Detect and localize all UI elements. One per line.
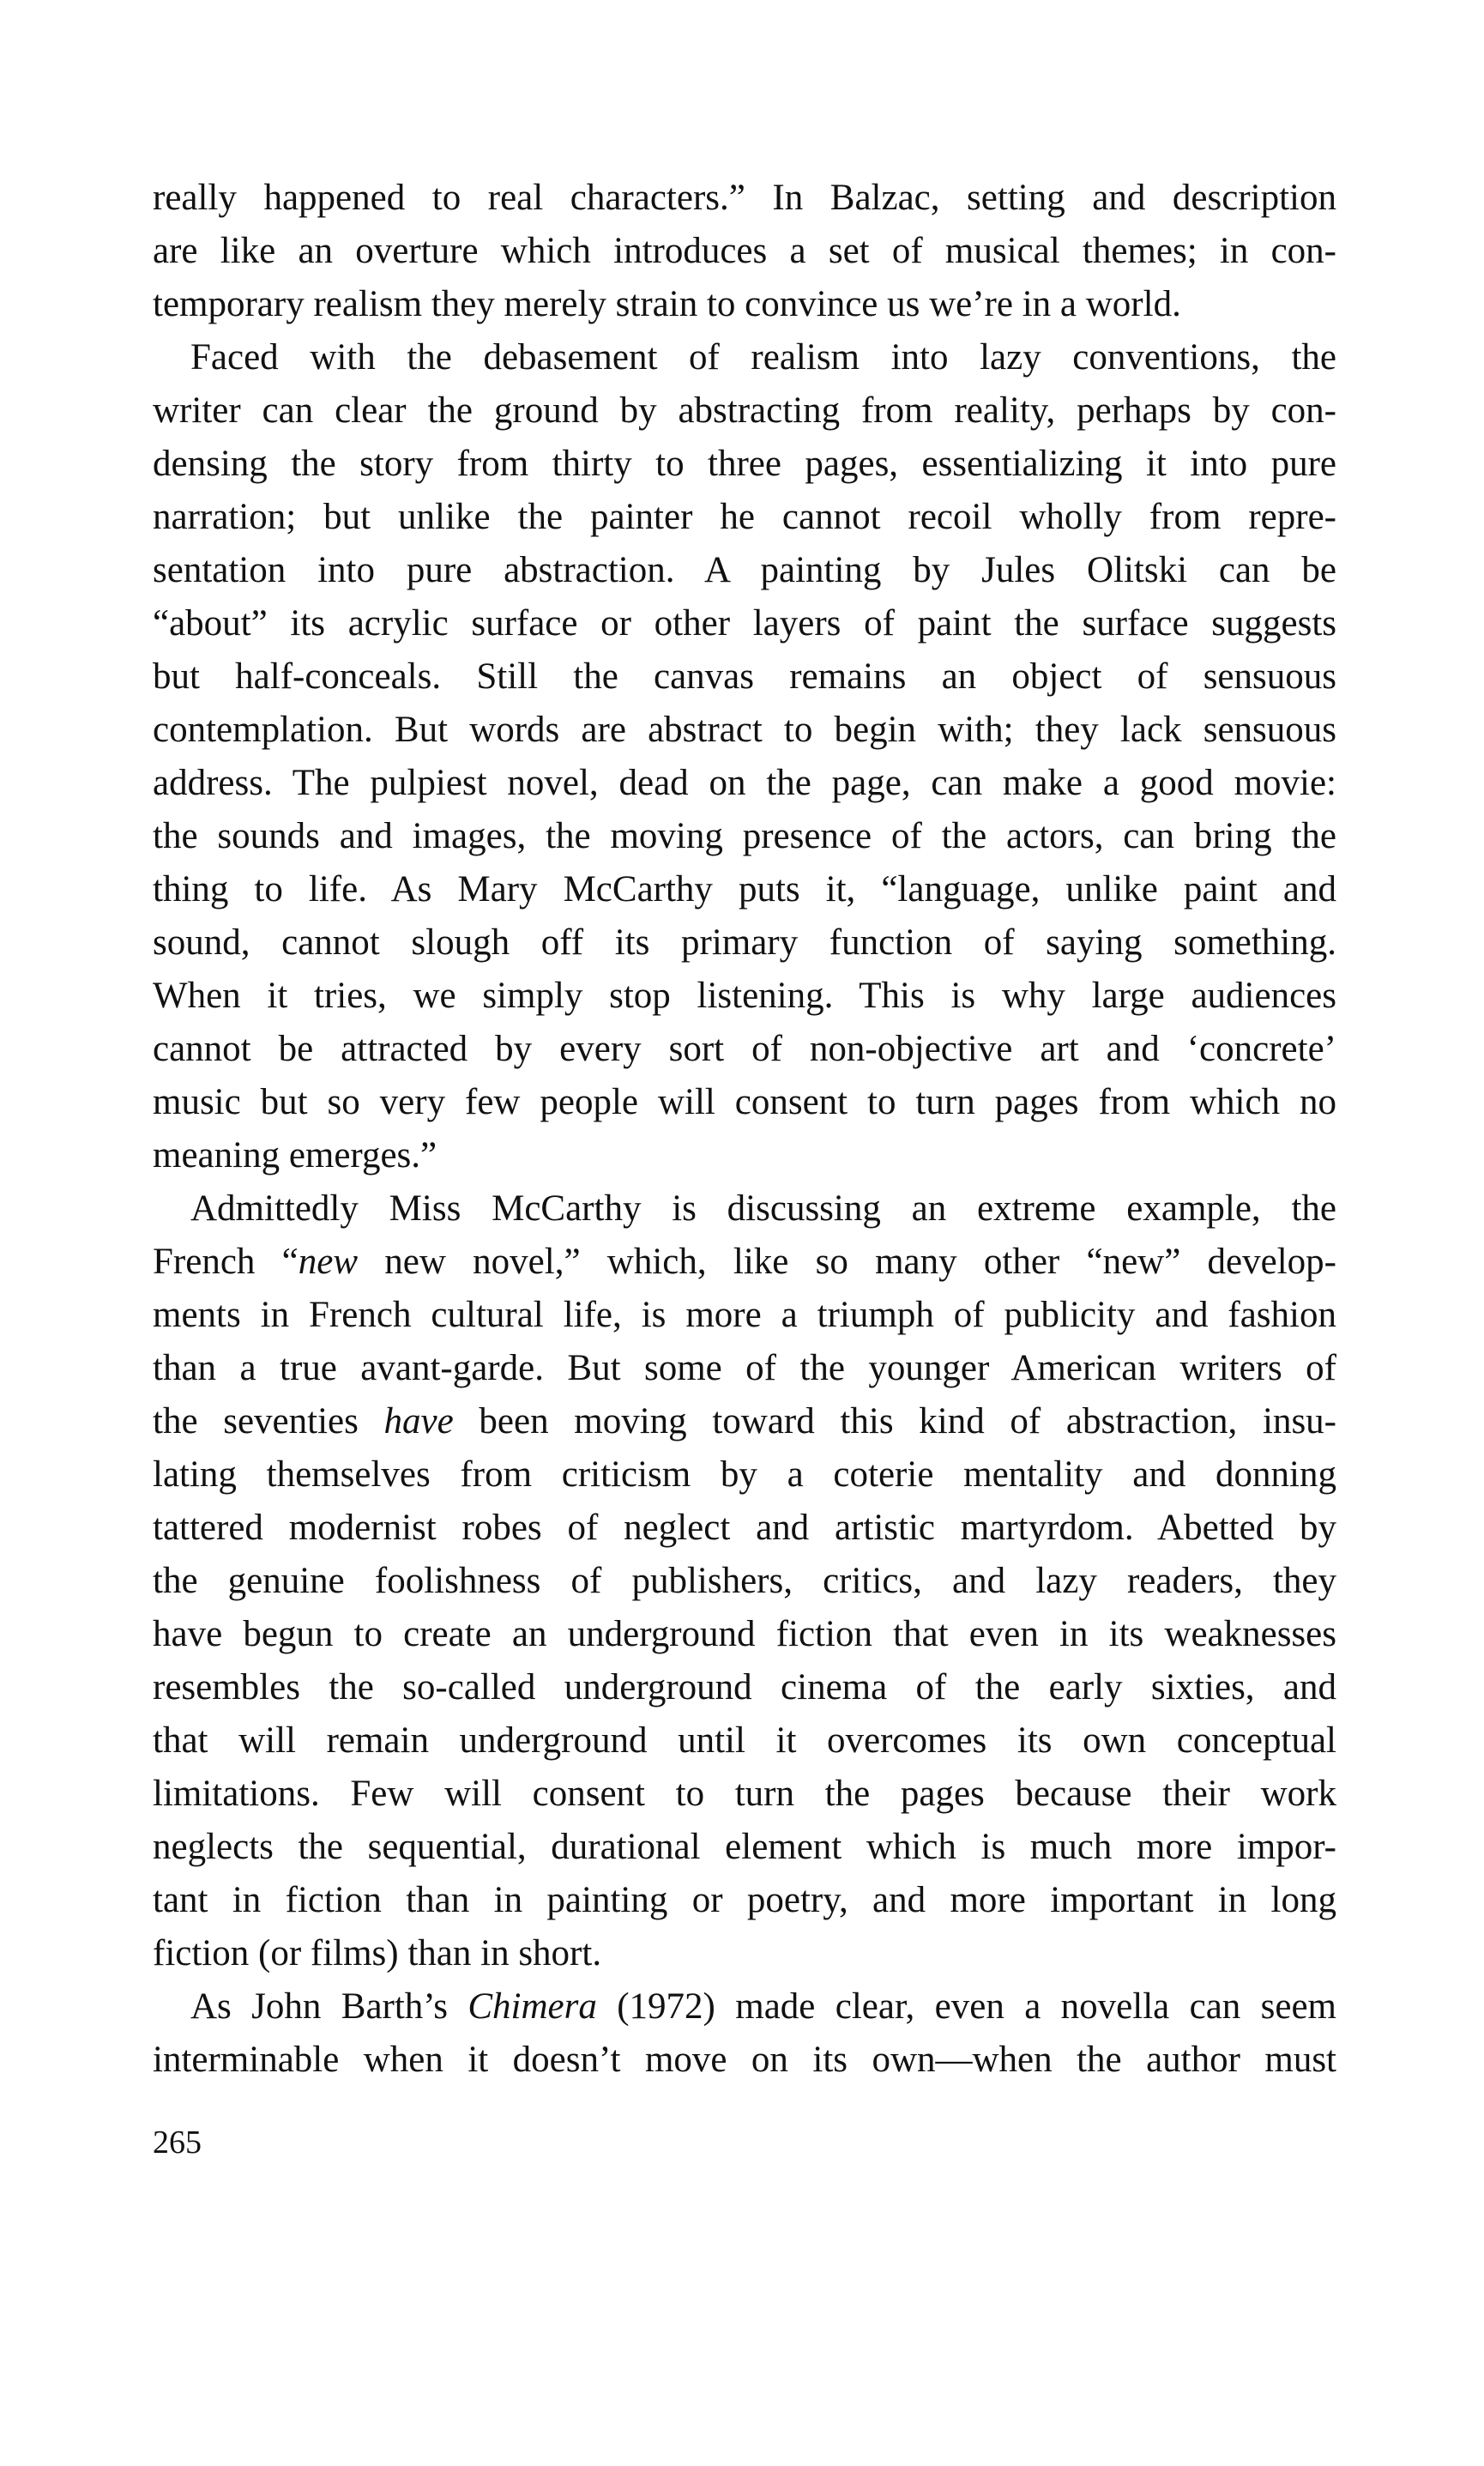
text-line <box>153 1714 1336 1768</box>
text-run: tant in fiction than in painting or poetry, and more important in long <box>153 1880 1336 1920</box>
text-line <box>153 1502 1336 1555</box>
text-line: music but so very few people will consent to turn pages from which no <box>153 1082 1336 1122</box>
paragraph-4 <box>153 1980 1336 2087</box>
text-line <box>153 2034 1336 2087</box>
text-run: have begun to create an underground fiction that even in its weaknesses <box>153 1614 1336 1654</box>
text-run: the genuine foolishness of publishers, critics, and lazy readers, they <box>153 1561 1336 1601</box>
text-run: new novel,” which, like so many other “new” develop- <box>358 1242 1336 1282</box>
text-run: that will remain underground until it overcomes its own conceptual <box>153 1720 1336 1761</box>
text-line: contemplation. But words are abstract to begin with; they lack sensuous <box>153 710 1336 750</box>
text-run: limitations. Few will consent to turn the pages because their work <box>153 1774 1336 1814</box>
text-run: interminable when it doesn’t move on its own—when the author must <box>153 2040 1336 2080</box>
text-line: writer can clear the ground by abstracting from reality, perhaps by con- <box>153 390 1336 431</box>
text-run: neglects the sequential, durational element which is much more impor- <box>153 1827 1336 1867</box>
text-run: As John Barth’s <box>190 1986 468 2027</box>
text-run: the seventies <box>153 1401 384 1442</box>
text-line: are like an overture which introduces a set of musical themes; in con- <box>153 231 1336 271</box>
text-line <box>153 1555 1336 1608</box>
text-line: sound, cannot slough off its primary function of saying something. <box>153 922 1336 963</box>
paragraph-1 <box>153 172 1336 331</box>
text-run: (1972) made clear, even a novella can seem <box>596 1986 1336 2027</box>
text-line <box>153 1289 1336 1342</box>
text-line: densing the story from thirty to three pages, essentializing it into pure <box>153 444 1336 484</box>
text-line <box>153 1980 1336 2034</box>
text-run: lating themselves from criticism by a coterie mentality and donning <box>153 1454 1336 1495</box>
italic-run: Chimera <box>468 1986 597 2027</box>
text-run: resembles the so-called underground cinema of the early sixties, and <box>153 1667 1336 1707</box>
text-line <box>153 1608 1336 1661</box>
text-run: French “ <box>153 1242 299 1282</box>
text-run: fiction (or films) than in short. <box>153 1933 602 1973</box>
text-line <box>153 1768 1336 1821</box>
body-text <box>153 172 1336 2087</box>
text-line <box>153 1821 1336 1874</box>
text-line: cannot be attracted by every sort of non-objective art and ‘concrete’ <box>153 1029 1336 1069</box>
text-line <box>153 1182 1336 1236</box>
text-run: ments in French cultural life, is more a triumph of publicity and fashion <box>153 1295 1336 1335</box>
text-line <box>153 1874 1336 1927</box>
text-line: the sounds and images, the moving presence of the actors, can bring the <box>153 816 1336 856</box>
text-line: address. The pulpiest novel, dead on the page, can make a good movie: <box>153 763 1336 803</box>
text-line: Faced with the debasement of realism into lazy conventions, the <box>190 337 1336 378</box>
text-line: really happened to real characters.” In Balzac, setting and description <box>153 178 1336 218</box>
text-line: thing to life. As Mary McCarthy puts it, “language, unlike paint and <box>153 869 1336 910</box>
text-line <box>153 1927 1336 1980</box>
text-line: When it tries, we simply stop listening. This is why large audiences <box>153 976 1336 1016</box>
text-line: meaning emerges.” <box>153 1135 437 1176</box>
text-line: but half-conceals. Still the canvas remains an object of sensuous <box>153 656 1336 697</box>
text-run: than a true avant-garde. But some of the younger American writers of <box>153 1348 1336 1388</box>
text-line <box>153 1395 1336 1448</box>
text-line: temporary realism they merely strain to convince us we’re in a world. <box>153 284 1181 324</box>
text-line <box>153 1236 1336 1289</box>
italic-run: new <box>298 1242 359 1282</box>
text-line <box>153 1661 1336 1714</box>
text-run: Admittedly Miss McCarthy is discussing an extreme example, the <box>190 1188 1336 1229</box>
text-line: sentation into pure abstraction. A painting by Jules Olitski can be <box>153 550 1336 590</box>
italic-run: have <box>383 1401 454 1442</box>
text-line: narration; but unlike the painter he cannot recoil wholly from repre- <box>153 497 1336 537</box>
paragraph-2 <box>153 331 1336 1182</box>
text-run: tattered modernist robes of neglect and artistic martyrdom. Abetted by <box>153 1508 1336 1548</box>
text-line: “about” its acrylic surface or other layers of paint the surface suggests <box>153 603 1336 644</box>
paragraph-3 <box>153 1182 1336 1980</box>
text-run: been moving toward this kind of abstraction, insu- <box>453 1401 1336 1442</box>
page-number: 265 <box>153 2125 202 2161</box>
text-line <box>153 1448 1336 1502</box>
text-line <box>153 1342 1336 1395</box>
